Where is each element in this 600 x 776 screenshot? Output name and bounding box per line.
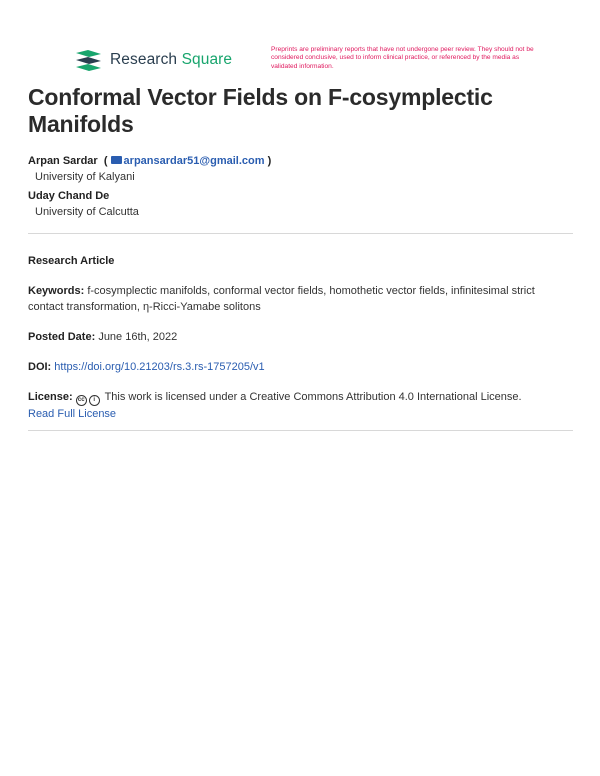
author-list [28, 153, 568, 223]
doi-label: DOI: [28, 361, 52, 373]
article-type-label: Research Article [28, 255, 115, 267]
author-1: Arpan Sardar ( arpansardar51@gmail.com ) [28, 155, 272, 167]
license [28, 389, 573, 422]
keywords [28, 283, 573, 315]
header [0, 0, 600, 80]
preprint-disclaimer: Preprints are preliminary reports that have not undergone peer review. They should not be considered conclusive, used to inform clinical practice, or referenced by the media as validated information. [271, 46, 534, 70]
doi [28, 359, 573, 375]
cc-icon: cc [76, 395, 87, 406]
author-2-affiliation: University of Calcutta [35, 206, 139, 218]
doi-link[interactable]: https://doi.org/10.21203/rs.3.rs-1757205/v1 [54, 361, 265, 373]
posted-date [28, 329, 573, 345]
divider-top [28, 233, 573, 234]
logo-text-square: Square [181, 51, 233, 68]
email-icon [111, 156, 122, 164]
attribution-icon: i [89, 395, 100, 406]
divider-bottom [28, 430, 573, 431]
posted-date-value: June 16th, 2022 [98, 331, 178, 343]
author-1-affiliation: University of Kalyani [35, 171, 135, 183]
author-1-name: Arpan Sardar [28, 155, 98, 167]
research-square-logo-icon [75, 49, 102, 71]
license-label: License: [28, 391, 73, 403]
author-1-email-link[interactable]: arpansardar51@gmail.com [123, 155, 265, 167]
author-2-name: Uday Chand De [28, 190, 110, 202]
page-title: Conformal Vector Fields on F-cosymplectic Manifolds [28, 84, 493, 137]
read-full-license-link[interactable]: Read Full License [28, 408, 117, 420]
article-type [28, 253, 573, 269]
keywords-label: Keywords: [28, 285, 85, 297]
logo-text [110, 51, 232, 69]
research-square-logo[interactable] [75, 49, 232, 71]
license-text: This work is licensed under a Creative Commons Attribution 4.0 International License. [104, 391, 522, 403]
posted-date-label: Posted Date: [28, 331, 96, 343]
logo-text-research: Research [110, 51, 178, 68]
keywords-value: f-cosymplectic manifolds, conformal vector fields, homothetic vector fields, infinitesimal strict contact transformation, η-Ricci-Yamabe solitons [28, 285, 535, 313]
